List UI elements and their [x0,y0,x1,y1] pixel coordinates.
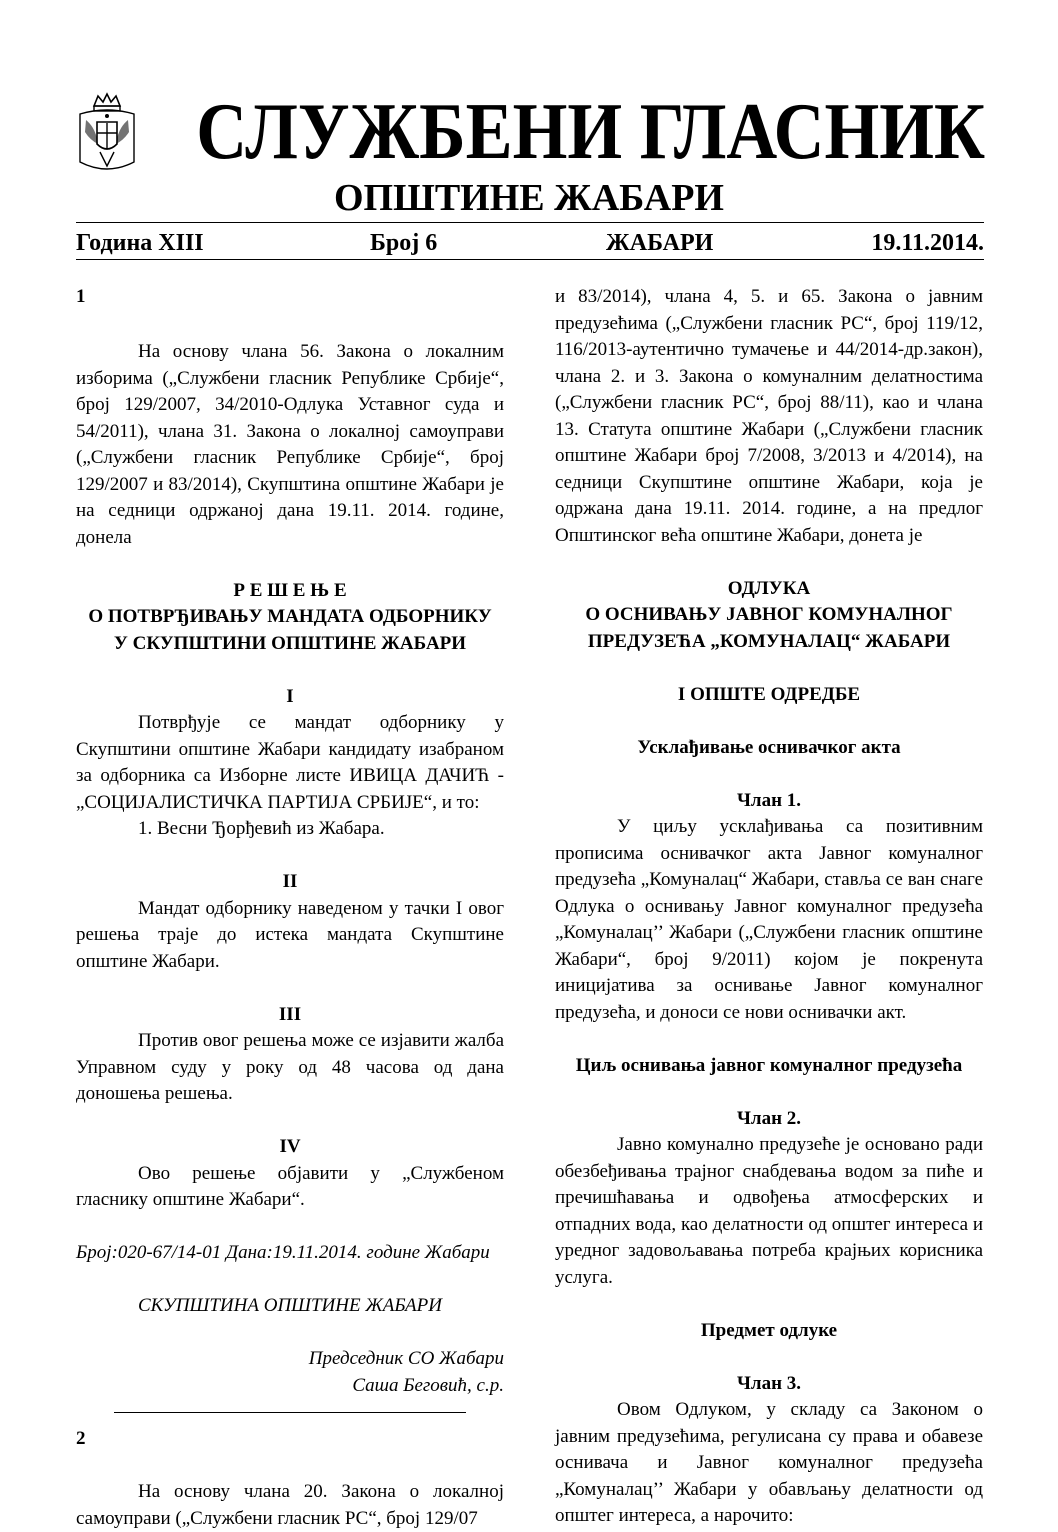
issue-info-bar [76,228,984,260]
header-rule-top [76,222,984,223]
issue-number: Број 6 [370,230,438,256]
article-2-text: Јавно комунално предузеће је основано ради обезбеђивања трајног снабдевања водом за пиће и пречишћавања и одвођења атмосферских и отпадних вода, као делатности од општег интереса и уредног задовољавања потреба крајњих корисника услуга. [555,1134,983,1288]
article-2-heading: Члан 2. [736,1107,802,1129]
section-heading-iii: III [278,1003,302,1025]
subheading-subject: Предмет одлуке [700,1319,838,1341]
act1-preamble: На основу члана 56. Закона о локалним изборима („Службени гласник Републике Србије“, број 129/2007, 34/2010-Одлука Уставног суда и 54/2011), члана 31. Закона о локалној самоуправи („Службени гласник Републике Србије“, број 129/2007 и 83/2014), Скупштина општине Жабари је на седници одржаној дана 19.11. 2014. године, донела [76,341,504,548]
act-number-1: 1 [76,286,86,307]
act2-preamble-continued: и 83/2014), члана 4, 5. и 65. Закона о јавним предузећима („Службени гласник РС“, број 119/12, 116/2013-аутентично тумачење и 44/2014-др.закон), члана 2. и 3. Закона о комуналним делатностима („Службени гласник РС“, број 88/11), као и члана 13. Статута општине Жабари („Службени гласник општине Жабари број 7/2008, 3/2013 и 4/2014), на седници Скупштине општине Жабари, која је одржана дана 19.11. 2014. године, а на предлог Општинског већа општине Жабари, донета је [555,286,983,546]
article-3-text: Овом Одлуком, у складу са Законом о јавним предузећима, регулисана су права и обавезе оснивача и Јавног комуналног предузећа „Комуналац’’ Жабари у обављању делатности од општег интереса, а нарочито: [555,1399,983,1526]
act2-preamble-start: На основу члана 20. Закона о локалној самоуправи („Службени гласник РС“, број 129/07 [76,1481,504,1529]
section-iv-text: Ово решење објавити у „Службеном гласнику општине Жабари“. [76,1162,504,1210]
issue-place: ЖАБАРИ [606,230,714,256]
article-1-heading: Члан 1. [736,789,802,811]
chapter-heading: I ОПШТЕ ОДРЕДБЕ [677,683,861,705]
signatory-title: Председник СО Жабари [308,1348,504,1369]
act2-title-line2: ПРЕДУЗЕЋА „КОМУНАЛАЦ“ ЖАБАРИ [587,630,951,652]
subheading-alignment: Усклађивање оснивачког акта [637,736,901,758]
issue-year: Година XIII [76,230,204,256]
section-i-text: Потврђује се мандат одборнику у Скупштини општине Жабари кандидату изабраном за одборника са Изборне листе ИВИЦА ДАЧИЋ - „СОЦИЈАЛИСТИЧКА ПАРТИЈА СРБИЈЕ“, и то: [76,712,504,813]
act1-title-line2: У СКУПШТИНИ ОПШТИНЕ ЖАБАРИ [113,632,467,654]
act1-title-line1: О ПОТВРЂИВАЊУ МАНДАТА ОДБОРНИКУ [88,606,492,627]
signatory-name: Саша Беговић, с.р. [352,1374,504,1396]
act1-reference: Број:020-67/14-01 Дана:19.11.2014. године Жабари [76,1242,490,1263]
issue-date: 19.11.2014. [871,230,984,256]
act2-title-line1: О ОСНИВАЊУ ЈАВНОГ КОМУНАЛНОГ [585,604,953,625]
masthead [76,88,986,182]
right-column [555,284,983,1530]
section-heading-ii: II [282,871,298,892]
act1-type-heading: Р Е Ш Е Њ Е [233,579,347,601]
section-iii-text: Против овог решења може се изјавити жалба Управном суду у року од 48 часова од дана доношења решења. [76,1030,504,1104]
act-number-2: 2 [76,1428,86,1449]
subheading-purpose: Циљ оснивања јавног комуналног предузећа [575,1054,963,1076]
section-heading-iv: IV [279,1136,301,1157]
article-1-text: У циљу усклађивања са позитивним прописима оснивачког акта Јавног комуналног предузећа „Комуналац“ Жабари, ставља се ван снаге Одлука о оснивању Јавног комуналног предузећа „Комуналац’’ Жабари („Службени гласник општине Жабари“, број 9/2011) којом је покренута иницијатива за оснивање Јавног комуналног предузећа, и доноси се нови оснивачки акт. [555,816,983,1023]
gazette-title: СЛУЖБЕНИ ГЛАСНИК [196,88,986,176]
header-rule-bottom [76,259,984,260]
issuing-body: СКУПШТИНА ОПШТИНЕ ЖАБАРИ [138,1295,442,1316]
section-ii-text: Мандат одборнику наведеном у тачки I овог решења траје до истека мандата Скупштине општине Жабари. [76,897,504,972]
article-3-heading: Члан 3. [736,1372,802,1394]
serbian-coat-of-arms-icon [76,92,138,178]
section-heading-i: I [286,685,294,707]
section-i-list-item: 1. Весни Ђорђевић из Жабара. [138,818,385,839]
gazette-subtitle: ОПШТИНЕ ЖАБАРИ [333,177,724,219]
act2-type-heading: ОДЛУКА [727,577,811,599]
left-column [76,284,504,1532]
